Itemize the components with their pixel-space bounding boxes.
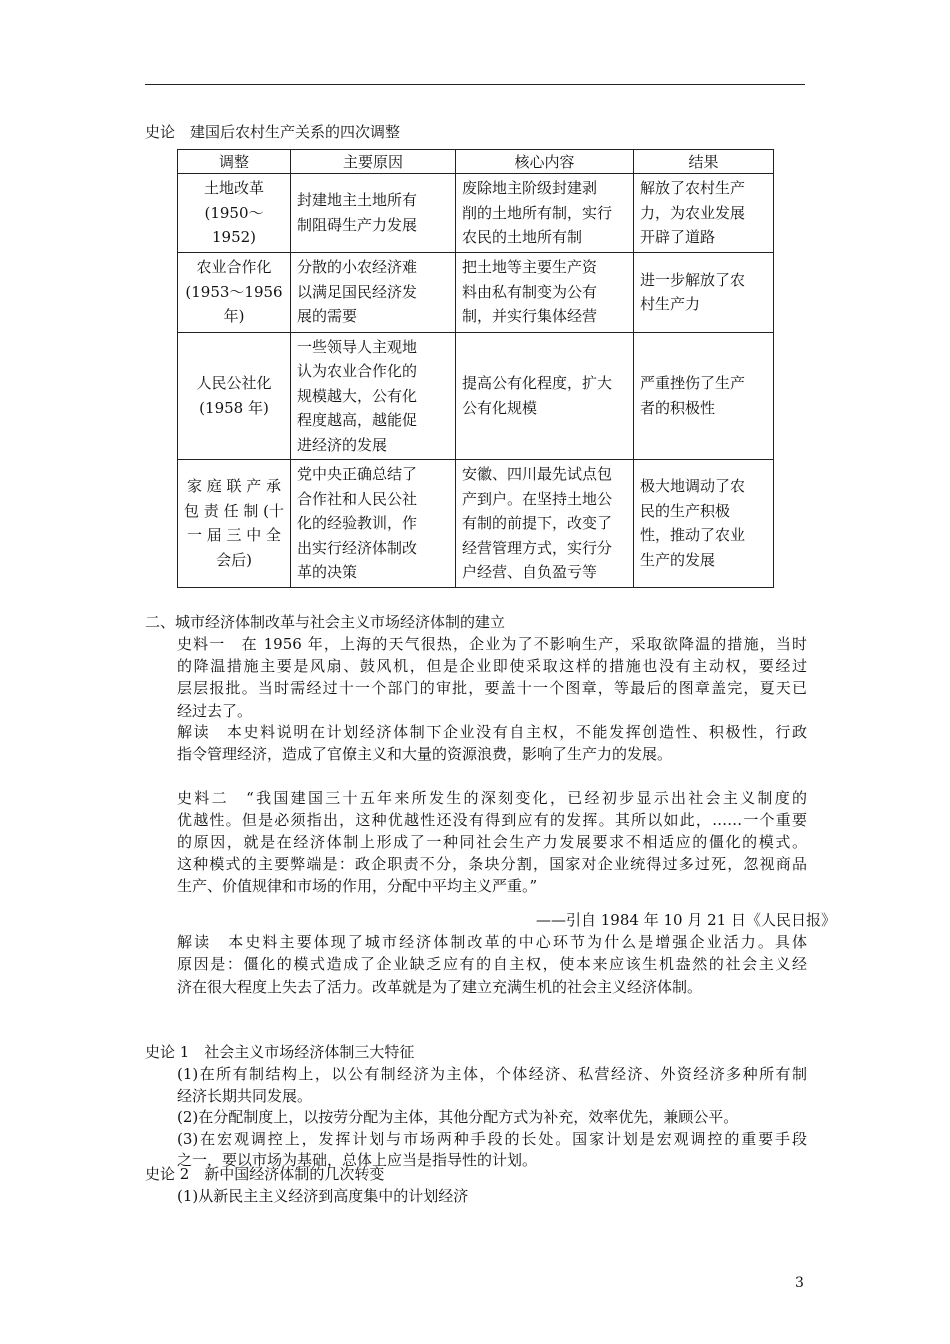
- cell-line: 程度越高，越能促: [297, 411, 418, 429]
- text-line: 史料一 在 1956 年，上海的天气很热，企业为了不影响生产，采取欲降温的措施，当时: [177, 635, 807, 653]
- cell-line: 废除地主阶级封建剥: [462, 179, 598, 197]
- cell-reason: [291, 174, 456, 253]
- header-rule: [145, 84, 805, 85]
- cell-line: 生产的发展: [640, 550, 716, 569]
- cell-line: 包 责 任 制 (十: [184, 501, 284, 520]
- text-line: 指令管理经济，造成了官僚主义和大量的资源浪费，影响了生产力的发展。: [177, 745, 673, 763]
- table-header-row: [178, 150, 774, 174]
- header-reason: 主要原因: [291, 150, 456, 174]
- cell-line: 解放了农村生产: [640, 179, 746, 197]
- cell-line: 化的经验教训，作: [297, 514, 418, 532]
- cell-line: 经营管理方式，实行分: [462, 538, 613, 557]
- section1-heading: 史论 建国后农村生产关系的四次调整: [145, 123, 401, 141]
- table-row: [178, 460, 774, 588]
- cell-line: 民的生产积极: [640, 501, 731, 520]
- header-content: 核心内容: [456, 150, 634, 174]
- text-line: 经济长期共同发展。: [177, 1086, 313, 1105]
- text-line: (1)在所有制结构上，以公有制经济为主体，个体经济、私营经济、外资经济多种所有制: [177, 1065, 807, 1083]
- cell-line: 安徽、四川最先试点包: [462, 465, 613, 483]
- cell-line: (1950～: [204, 203, 264, 222]
- text-line: 的降温措施主要是风扇、鼓风机，但是企业即使采取这样的措施也没有主动权，要经过: [177, 657, 807, 676]
- cell-line: 合作社和人民公社: [297, 489, 418, 508]
- cell-line: 一些领导人主观地: [297, 337, 418, 356]
- cell-result: [634, 332, 774, 460]
- cell-line: 展的需要: [297, 307, 358, 326]
- header-adjust: 调整: [178, 150, 291, 174]
- table-row: [178, 252, 774, 332]
- text-line: (1)从新民主主义经济到高度集中的计划经济: [177, 1187, 469, 1205]
- cell-line: 极大地调动了农: [640, 477, 746, 496]
- cell-line: 公有化规模: [462, 398, 538, 417]
- text-line: 济在很大程度上失去了活力。改革就是为了建立充满生机的社会主义经济体制。: [177, 977, 703, 996]
- text-line: 优越性。但是必须指出，这种优越性还没有得到应有的发挥。其所以如此，……一个重要: [177, 811, 807, 829]
- cell-line: 料由私有制变为公有: [462, 282, 598, 301]
- cell-line: 认为农业合作化的: [297, 362, 418, 380]
- text-line: 解读 本史料主要体现了城市经济体制改革的中心环节为什么是增强企业活力。具体: [177, 933, 807, 951]
- cell-line: 会后): [216, 550, 252, 569]
- text-line: 层层报批。当时需经过十一个部门的审批，要盖十一个图章，等最后的图章盖完，夏天已: [177, 679, 807, 698]
- cell-line: 封建地主土地所有: [297, 191, 418, 210]
- cell-adjust: [178, 460, 291, 588]
- cell-line: 年): [223, 307, 245, 326]
- cell-line: 开辟了道路: [640, 228, 716, 246]
- section2-title: 二、城市经济体制改革与社会主义市场经济体制的建立: [145, 613, 506, 631]
- cell-line: 党中央正确总结了: [297, 465, 418, 483]
- cell-result: [634, 174, 774, 253]
- thesis1-heading: 史论 1 社会主义市场经济体制三大特征: [145, 1043, 415, 1061]
- text-line: 之一，要以市场为基础，总体上应当是指导性的计划。: [177, 1151, 538, 1169]
- cell-result: [634, 460, 774, 588]
- cell-reason: [291, 332, 456, 460]
- cell-content: [456, 174, 634, 253]
- adjustment-table: [177, 149, 774, 588]
- text-line: 生产、价值规律和市场的作用，分配中平均主义严重。”: [177, 877, 538, 895]
- cell-content: [456, 252, 634, 332]
- cell-line: 力，为农业发展: [640, 203, 746, 222]
- cell-line: 削的土地所有制，实行: [462, 203, 613, 222]
- cell-line: 制，并实行集体经营: [462, 307, 598, 326]
- cell-line: 提高公有化程度，扩大: [462, 374, 613, 393]
- cell-reason: [291, 252, 456, 332]
- cell-line: 制阻碍生产力发展: [297, 215, 418, 234]
- cell-line: 产到户。在坚持土地公: [462, 489, 613, 508]
- table-row: [178, 174, 774, 253]
- cell-line: (1953～1956: [185, 282, 283, 301]
- header-result: 结果: [634, 150, 774, 174]
- text-line: (2)在分配制度上，以按劳分配为主体，其他分配方式为补充，效率优先，兼顾公平。: [177, 1108, 739, 1126]
- cell-line: 进一步解放了农: [640, 270, 746, 289]
- text-line: 解读 本史料说明在计划经济体制下企业没有自主权，不能发挥创造性、积极性，行政: [177, 723, 807, 741]
- cell-line: 出实行经济体制改: [297, 538, 418, 557]
- cell-line: 性，推动了农业: [640, 526, 746, 545]
- citation: ——引自 1984 年 10 月 21 日《人民日报》: [536, 911, 836, 929]
- cell-line: 村生产力: [640, 295, 701, 313]
- cell-line: 者的积极性: [640, 398, 716, 417]
- cell-line: 进经济的发展: [297, 435, 388, 454]
- text-line: 的原因，就是在经济体制上形成了一种同社会生产力发展要求不相适应的僵化的模式。: [177, 833, 807, 851]
- cell-line: 人民公社化: [196, 374, 272, 393]
- cell-line: 农民的土地所有制: [462, 228, 583, 246]
- cell-content: [456, 332, 634, 460]
- cell-line: 家 庭 联 产 承: [186, 477, 282, 496]
- cell-line: 严重挫伤了生产: [640, 374, 746, 393]
- text-line: 经过去了。: [177, 701, 253, 720]
- cell-line: 分散的小农经济难: [297, 258, 418, 277]
- cell-line: 规模越大，公有化: [297, 386, 418, 405]
- cell-reason: [291, 460, 456, 588]
- cell-adjust: [178, 174, 291, 253]
- cell-line: 有制的前提下，改变了: [462, 514, 613, 532]
- page-number: 3: [795, 1275, 804, 1291]
- cell-line: 以满足国民经济发: [297, 282, 418, 301]
- cell-content: [456, 460, 634, 588]
- text-line: 史料二 “我国建国三十五年来所发生的深刻变化，已经初步显示出社会主义制度的: [177, 789, 807, 807]
- cell-line: 把土地等主要生产资: [462, 258, 598, 277]
- cell-line: 革的决策: [297, 563, 358, 581]
- thesis2-heading: 史论 2 新中国经济体制的几次转变: [145, 1165, 385, 1183]
- cell-adjust: [178, 332, 291, 460]
- cell-line: 户经营、自负盈亏等: [462, 563, 598, 581]
- cell-line: (1958 年): [199, 398, 269, 417]
- cell-adjust: [178, 252, 291, 332]
- table-row: [178, 332, 774, 460]
- cell-line: 一 届 三 中 全: [186, 526, 282, 545]
- cell-result: [634, 252, 774, 332]
- cell-line: 1952): [211, 228, 257, 246]
- text-line: (3)在宏观调控上，发挥计划与市场两种手段的长处。国家计划是宏观调控的重要手段: [177, 1129, 807, 1148]
- text-line: 这种模式的主要弊端是：政企职责不分，条块分割，国家对企业统得过多过死，忽视商品: [177, 855, 807, 873]
- cell-line: 农业合作化: [196, 258, 272, 277]
- text-line: 原因是：僵化的模式造成了企业缺乏应有的自主权，使本来应该生机盎然的社会主义经: [177, 955, 807, 974]
- cell-line: 土地改革: [203, 179, 264, 197]
